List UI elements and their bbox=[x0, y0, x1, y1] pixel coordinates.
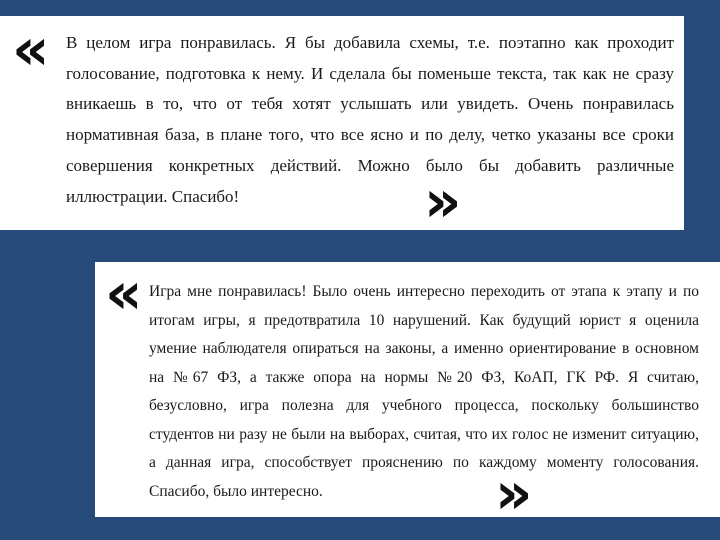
close-quote-mark: » bbox=[495, 459, 527, 527]
review-1-text: В целом игра понравилась. Я бы добавила схемы, т.е. поэтапно как проходит голосование, подготовка к нему. И сделала бы поменьше текста, так как не сразу вникаешь в то, что от тебя хотят услышать или увидеть. Очень понравилась нормативная база, в плане того, что все ясно и по делу, четко указаны все сроки совершения конкретных действий. Можно было бы добавить различные иллюстрации. Спасибо! bbox=[66, 33, 674, 206]
review-card-1 bbox=[0, 15, 684, 235]
review-card-2 bbox=[95, 259, 720, 527]
review-2-text: Игра мне понравилась! Было очень интересно переходить от этапа к этапу и по итогам игры, я предотвратила 10 нарушений. Как будущий юрист я оценила умение наблюдателя опираться на законы, а именно ориентирование в основном на №67 ФЗ, а также опора на нормы №20 ФЗ, КоАП, ГК РФ. Я считаю, безусловно, игра полезна для учебного процесса, поскольку большинство студентов ни разу не были на выборах, считая, что их голос не изменит ситуацию, а данная игра, способствует прояснению по каждому моменту голосования. Спасибо, было интересно. bbox=[149, 283, 699, 500]
open-quote-mark: « bbox=[12, 15, 44, 83]
close-quote-mark: » bbox=[424, 167, 456, 235]
open-quote-mark: « bbox=[105, 259, 137, 327]
